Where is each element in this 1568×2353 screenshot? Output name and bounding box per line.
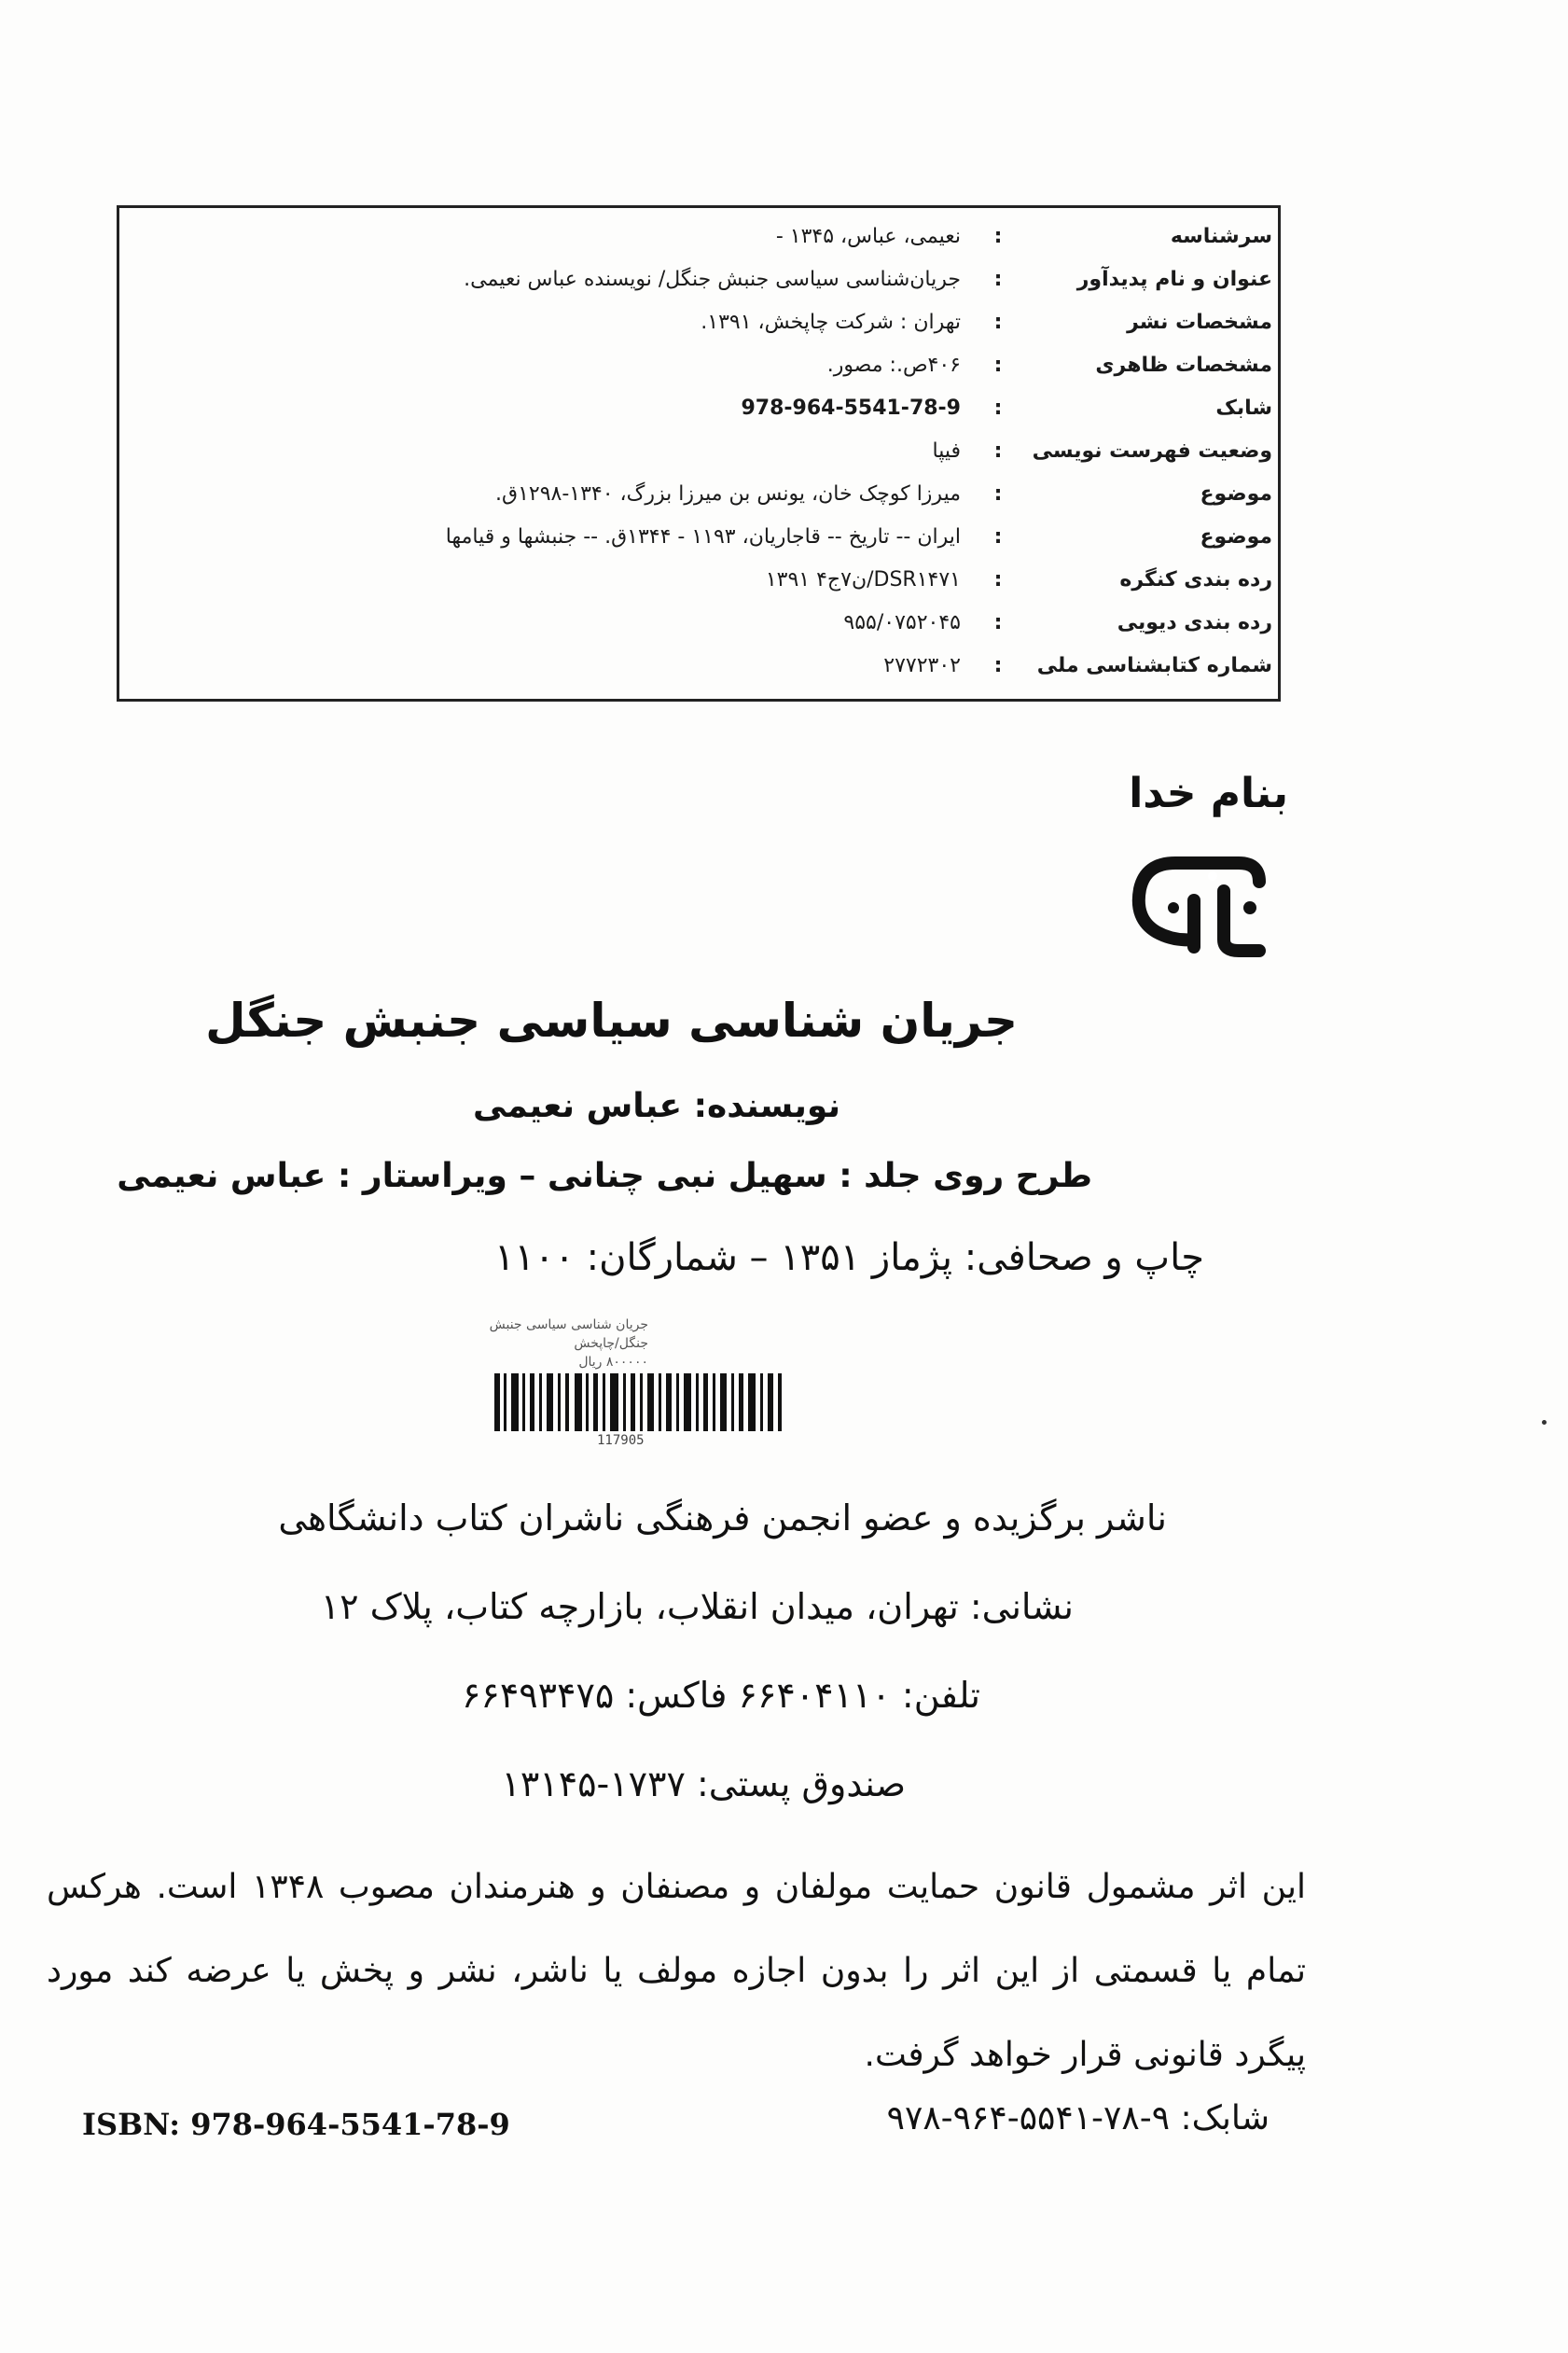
isbn-persian: شابک: ۹-۷۸-۵۵۴۱-۹۶۴-۹۷۸ [886,2099,1270,2137]
cip-colon: : [993,354,1003,377]
cip-colon: : [993,654,1003,677]
cip-row-subject-2 [119,516,1278,559]
cip-row-main-entry [119,216,1278,258]
cip-value: ۴۰۶ص.: مصور. [826,354,961,377]
cip-label: مشخصات نشر [1127,311,1272,334]
cip-value: جریان‌شناسی سیاسی جنبش جنگل/ نویسنده عباس نعیمی. [464,268,961,291]
cip-colon: : [993,568,1003,592]
cip-colon: : [993,397,1003,420]
sticker-title-text: جریان شناسی سیاسی جنبش [489,1317,648,1332]
address-line: نشانی: تهران، میدان انقلاب، بازارچه کتاب، پلاک ۱۲ [320,1586,1074,1627]
cip-colon: : [993,439,1003,463]
cip-row-national-bibliography [119,645,1278,688]
cover-design-editor-line: طرح روی جلد : سهیل نبی چنانی – ویراستار : عباس نعیمی [117,1157,1092,1195]
cip-row-lc-classification [119,559,1278,602]
cip-colon: : [993,525,1003,549]
cip-row-publication [119,301,1278,344]
cip-row-isbn [119,387,1278,430]
in-name-of-god-heading: بنام خدا [1129,770,1288,817]
publisher-membership-line: ناشر برگزیده و عضو انجمن فرهنگی ناشران کتاب دانشگاهی [278,1497,1167,1538]
printing-binding-line: چاپ و صحافی: پژماز ۱۳۵۱ – شمارگان: ۱۱۰۰ [493,1236,1204,1279]
cip-label: موضوع [1200,525,1272,549]
isbn-english: ISBN: 978-964-5541-78-9 [82,2107,510,2142]
cip-colon: : [993,482,1003,506]
cip-value: فیپا [932,439,961,463]
cip-row-title [119,258,1278,301]
cip-label: رده بندی دیویی [1117,611,1272,634]
barcode-number: 117905 [597,1433,645,1448]
speck-mark [1542,1420,1547,1425]
cip-label: وضعیت فهرست نویسی [1032,439,1272,463]
phone-fax-line: تلفن: ۶۶۴۰۴۱۱۰ فاکس: ۶۶۴۹۳۴۷۵ [462,1675,980,1716]
cip-value: ۹۵۵/۰۷۵۲۰۴۵ [843,611,961,634]
barcode-icon [494,1373,784,1431]
cip-value: تهران : شرکت چاپخش، ۱۳۹۱. [701,311,961,334]
author-line: نویسنده: عباس نعیمی [472,1087,840,1125]
cip-value: نعیمی، عباس، ۱۳۴۵ - [775,225,961,248]
cip-value: 978-964-5541-78-9 [741,397,961,420]
book-title: جریان شناسی سیاسی جنبش جنگل [205,994,1018,1048]
cip-value: میرزا کوچک خان، یونس بن میرزا بزرگ، ۱۳۴۰-۱۲۹۸ق. [495,482,961,506]
cip-value: ۲۷۷۲۳۰۲ [883,654,961,677]
cip-row-dewey-classification [119,602,1278,645]
library-barcode-sticker [490,1316,788,1455]
cip-label: رده بندی کنگره [1119,568,1272,592]
cip-label: موضوع [1200,482,1272,506]
po-box-line: صندوق پستی: ۱۷۳۷-۱۳۱۴۵ [501,1763,906,1804]
cip-colon: : [993,611,1003,634]
cip-colon: : [993,225,1003,248]
copyright-notice: این اثر مشمول قانون حمایت مولفان و مصنفان و هنرمندان مصوب ۱۳۴۸ است. هرکس تمام یا قسمتی از این اثر را بدون اجازه مولف یا ناشر، نشر و پخش یا عرضه کند مورد پیگرد قانونی قرار خواهد گرفت. [47,1868,1306,2074]
cip-row-cataloging-status [119,430,1278,473]
publisher-logo-icon [1119,854,1278,956]
cip-value: ایران -- تاریخ -- قاجاریان، ۱۱۹۳ - ۱۳۴۴ق. -- جنبشها و قیامها [445,525,961,549]
cip-label: شابک [1215,397,1272,420]
cip-colon: : [993,268,1003,291]
cip-row-subject-1 [119,473,1278,516]
cip-catalog-box [117,205,1281,702]
cip-label: مشخصات ظاهری [1095,354,1272,377]
cip-label: عنوان و نام پدیدآور [1076,268,1272,291]
cip-value: DSR۱۴۷۱/ن۷ج۴ ۱۳۹۱ [765,568,961,592]
sticker-price-text: ۸۰۰۰۰۰ ریال [578,1355,648,1370]
sticker-publisher-text: جنگل/چاپخش [574,1336,648,1351]
cip-row-physical [119,344,1278,387]
cip-colon: : [993,311,1003,334]
cip-label: سرشناسه [1170,225,1272,248]
cip-label: شماره کتابشناسی ملی [1036,654,1272,677]
